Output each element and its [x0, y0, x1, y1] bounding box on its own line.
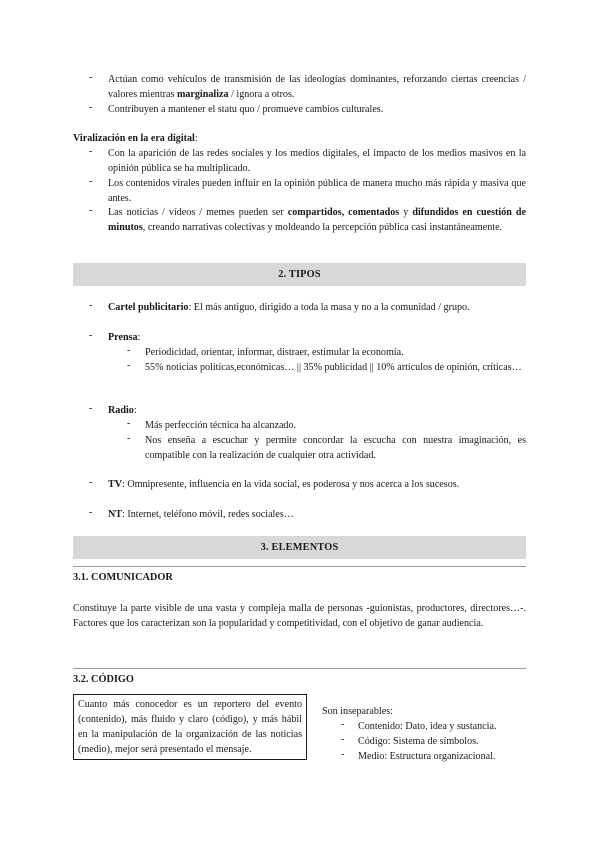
text-run: : Omnipresente, influencia en la vida social, es poderosa y nos acerca a los sucesos. — [122, 479, 460, 490]
bullet-dash: - — [89, 102, 93, 113]
bullet-dash: - — [89, 205, 93, 216]
viral-bullet-redes: Con la aparición de las redes sociales y los medios digitales, el impacto de los medios masivos en la opinión pública se ha multiplicado. — [108, 148, 526, 174]
text-run: y — [399, 207, 413, 218]
text-run: : El más antiguo, dirigido a toda la masa y no a la comunidad / grupo. — [188, 302, 470, 313]
codigo-callout-box: Cuanto más conocedor es un reportero del evento (contenido), más fluido y claro (código), y más hábil en la manipulación de la organización de las noticias (medio), mejor será presentado el mensaje. — [73, 694, 307, 760]
tipo-radio — [108, 403, 137, 418]
bullet-dash: - — [341, 749, 345, 760]
bullet-dash: - — [341, 719, 345, 730]
subheading-comunicador: 3.1. COMUNICADOR — [73, 572, 173, 583]
divider — [73, 668, 526, 669]
colon: : — [137, 332, 141, 343]
inseparable-item: Medio: Estructura organizacional. — [358, 751, 496, 762]
inseparables-label: Son inseparables: — [322, 706, 393, 717]
colon: : — [133, 405, 137, 416]
text-run: Actúan como vehículos de transmisión de las ideologías dominantes, reforzando ciertas creencias / valores mientras — [108, 74, 526, 100]
subheading-codigo: 3.2. CÓDIGO — [73, 674, 134, 685]
prensa-item-1: Periodicidad, orientar, informar, distraer, estimular la economía. — [145, 347, 404, 358]
viral-bullet-noticias — [108, 205, 526, 235]
comunicador-text: Constituye la parte visible de una vasta y compleja malla de personas -guionistas, productores, directores…-. Factores que los caracterizan son la popularidad y competitividad, con el objetivo de ganar audiencia. — [73, 603, 526, 629]
divider — [73, 566, 526, 567]
bullet-dash: - — [89, 300, 93, 311]
bullet-dash: - — [341, 734, 345, 745]
sub-bullet-dash: - — [127, 433, 131, 444]
bullet-dash: - — [89, 72, 93, 83]
sub-bullet-dash: - — [127, 360, 131, 371]
section-bar-elementos: 3. ELEMENTOS — [73, 536, 526, 559]
sub-bullet-dash: - — [127, 345, 131, 356]
bullet-dash: - — [89, 146, 93, 157]
inseparable-item: Código: Sistema de símbolos. — [358, 736, 479, 747]
bold-run: compartidos, comentados — [287, 207, 400, 218]
tipo-nt — [108, 507, 526, 522]
label-bold: Radio — [108, 405, 134, 416]
tipo-prensa — [108, 330, 140, 345]
viral-heading — [73, 131, 198, 146]
bullet-dash: - — [89, 176, 93, 187]
bullet-dash: - — [89, 507, 93, 518]
label-bold: NT — [108, 509, 123, 520]
colon: : — [194, 133, 198, 144]
radio-item-1: Más perfección técnica ha alcanzado. — [145, 420, 297, 431]
label-bold: Cartel publicitario — [108, 302, 189, 313]
intro-bullet-statu-quo: Contribuyen a mantener el statu quo / promueve cambios culturales. — [108, 104, 384, 115]
section-bar-tipos: 2. TIPOS — [73, 263, 526, 286]
text-run: : Internet, teléfono móvil, redes sociales… — [122, 509, 294, 520]
tipo-cartel — [108, 300, 526, 315]
label-bold: TV — [108, 479, 123, 490]
sub-bullet-dash: - — [127, 418, 131, 429]
bold-run: difundidos en cuestión de minutos — [108, 207, 526, 233]
heading-text: Viralización en la era digital — [73, 133, 195, 144]
viral-bullet-contenidos: Los contenidos virales pueden influir en la opinión pública de manera mucho más rápida y masiva que antes. — [108, 178, 526, 204]
tipo-tv — [108, 477, 526, 492]
intro-bullet-ideologias — [108, 72, 526, 102]
radio-item-2: Nos enseña a escuchar y permite concordar la escucha con nuestra imaginación, es compatible con la realización de cualquier otra actividad. — [145, 435, 526, 461]
text-run: , creando narrativas colectivas y moldeando la percepción pública casi instantáneamente. — [142, 222, 503, 233]
label-bold: Prensa — [108, 332, 138, 343]
prensa-item-2: 55% noticias políticas,económicas… || 35% publicidad || 10% artículos de opinión, críticas… — [145, 362, 522, 373]
bullet-dash: - — [89, 330, 93, 341]
bullet-dash: - — [89, 403, 93, 414]
bullet-dash: - — [89, 477, 93, 488]
bold-run: marginaliza — [176, 89, 229, 100]
inseparable-item: Contenido: Dato, idea y sustancia. — [358, 721, 497, 732]
text-run: / ignora a otros. — [228, 89, 295, 100]
text-run: Las noticias / vídeos / memes pueden ser — [108, 207, 288, 218]
